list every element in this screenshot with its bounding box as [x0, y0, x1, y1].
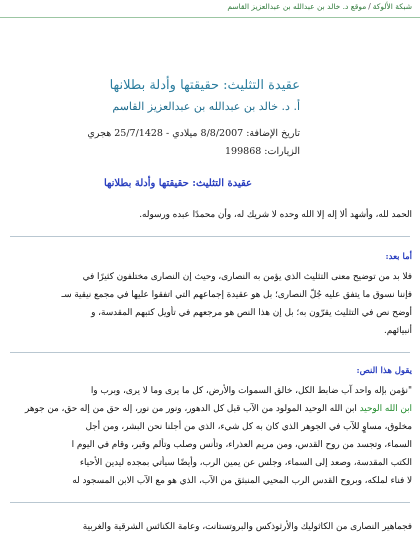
creed-line: لا فناء لملكه، وبروح القدس الرب المحيي المنبثق من الآب، الذي هو مع الآب الابن المسجود له [72, 476, 412, 486]
creed-line: مخلوق، مساوٍ للآب في الجوهر الذي كان به كل شيء، الذي من أجلنا نحن البشر، ومن أجل [85, 422, 412, 432]
article-date: تاريخ الإضافة: 8/8/2007 ميلادي - 25/7/1428 هجري [87, 128, 300, 139]
body-line: أنبيائهم. [383, 326, 412, 336]
creed-line: الكتب المقدسة، وصعد إلى السماء، وجلس عن يمين الرب، وأيضًا سيأتي بمجده ليدين الأحياء [79, 458, 412, 468]
creed-line-rest: ابن الله الوحيد المولود من الآب قبل كل الدهور، ونور من نور، إله حق من إله حق، من جوهر [25, 404, 357, 414]
section-heading-text-says: يقول هذا النص: [356, 366, 412, 376]
divider [10, 502, 410, 503]
creed-line: السماء، وتجسد من روح القدس، ومن مريم العذراء، وتأنس وصلب وتألم وقبر، وقام في اليوم ا [71, 440, 412, 450]
intro-paragraph: الحمد لله، وأشهد ألا إله إلا الله وحده لا شريك له، وأن محمدًا عبده ورسوله. [139, 210, 412, 220]
highlight-ibn: ابن الله الوحيد [359, 404, 412, 414]
creed-line [8, 402, 412, 418]
breadcrumb-section-link[interactable]: موقع د. خالد بن عبدالله بن عبدالعزيز القاسم [227, 2, 367, 11]
breadcrumb-separator: / [368, 2, 371, 11]
body-line: أوضح نص في التثليث يقرّون به؛ بل إن هذا النص هو مرجعهم في تأويل كتبهم المقدسة، و [91, 308, 412, 318]
body-line: فلا بد من توضيح معنى التثليث الذي يؤمن به النصارى، وحيث إن النصارى مختلفون كثيرًا في [82, 272, 412, 282]
breadcrumb [227, 2, 412, 11]
divider [10, 352, 410, 353]
article-title: عقيدة التثليث: حقيقتها وأدلة بطلانها [109, 78, 300, 93]
article-subtitle: عقيدة التثليث: حقيقتها وأدلة بطلانها [103, 178, 252, 189]
creed-line: "نؤمن بإله واحد آب ضابط الكل، خالق السموات والأرض، كل ما يرى وما لا يرى، وبرب وا [90, 386, 412, 396]
body-line: فإننا نسوق ما يتفق عليه جُلّ النصارى؛ بل هو عقيدة إجماعهم التي اتفقوا عليها في مجمع نيقية سـ [61, 290, 412, 300]
body-line-churches: فجماهير النصارى من الكاثوليك والأرثوذكس والبروتستانت، وعامة الكنائس الشرقية والغربية [82, 522, 412, 532]
divider [10, 236, 410, 237]
article-author-link[interactable]: أ. د. خالد بن عبدالله بن عبدالعزيز القاسم [112, 100, 300, 113]
breadcrumb-site-link[interactable]: شبكة الألوكة [372, 2, 412, 11]
section-heading-amma-bad: أما بعد: [385, 252, 412, 262]
article-visits: الزيارات: 199868 [225, 146, 300, 157]
top-bar [0, 0, 420, 18]
